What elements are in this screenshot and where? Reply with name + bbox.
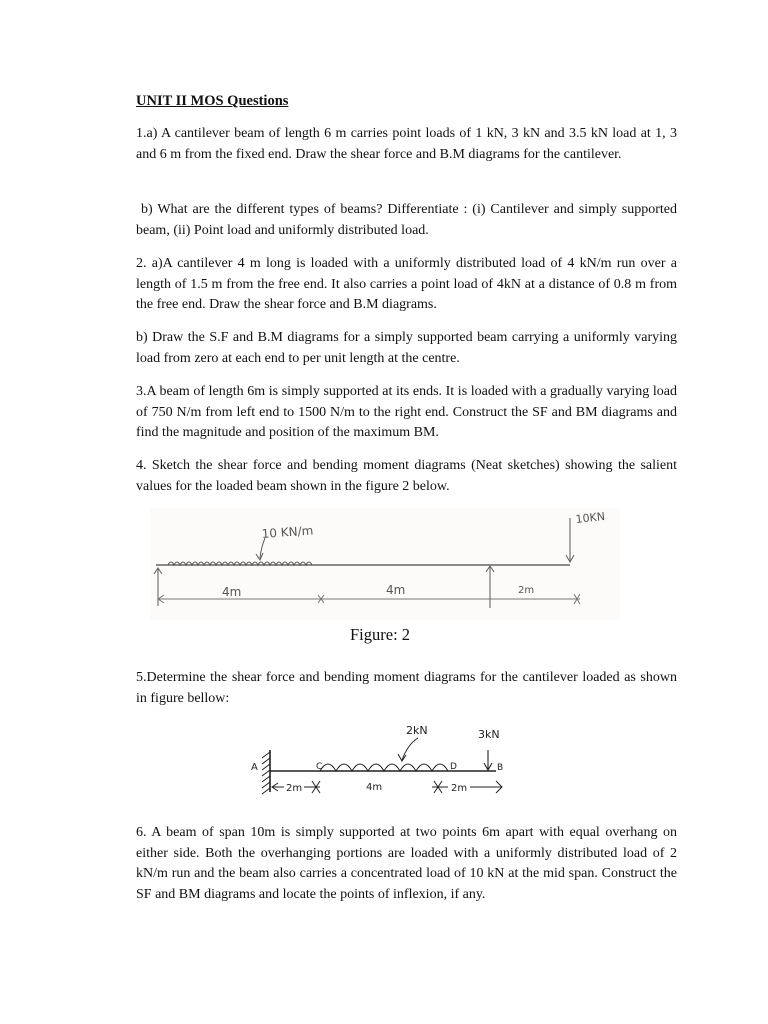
dim-3-label: 2m [451, 783, 468, 794]
span-3-label: 2m [518, 585, 535, 596]
figure-2-caption: Figure: 2 [350, 625, 411, 644]
point-d-label: D [450, 762, 457, 772]
udl-label: 10 KN/m [261, 523, 314, 541]
question-1b: b) What are the different types of beams? Differentiate : (i) Cantilever and simply supported beam, (ii) Point load and uniformly distributed load. [136, 202, 677, 238]
point-b-label: B [497, 763, 504, 773]
question-2a: 2. a)A cantilever 4 m long is loaded with a uniformly distributed load of 4 kN/m run over a length of 1.5 m from the free end. It also carries a point load of 4kN at a distance of 0.8 m from the free end. Draw the shear force and B.M diagrams. [136, 256, 677, 312]
question-6: 6. A beam of span 10m is simply supported at two points 6m apart with equal overhang on either side. Both the overhanging portions are loaded with a uniformly distributed load of 2 kN/m run and the beam also carries a concentrated load of 10 kN at the mid span. Construct the SF and BM diagrams and locate the points of inflexion, if any. [136, 825, 677, 902]
load-2kn-label: 2kN [406, 724, 428, 737]
question-5: 5.Determine the shear force and bending moment diagrams for the cantilever loaded as shown in figure bellow: [136, 670, 677, 706]
question-2b: b) Draw the S.F and B.M diagrams for a simply supported beam carrying a uniformly varying load from zero at each end to per unit length at the centre. [136, 330, 677, 366]
figure-2-beam-sketch [150, 508, 620, 620]
page-title: UNIT II MOS Questions [136, 93, 289, 109]
figure-2-background [150, 508, 620, 620]
question-4: 4. Sketch the shear force and bending moment diagrams (Neat sketches) showing the salient values for the loaded beam shown in the figure 2 below. [136, 458, 677, 494]
point-load-label: 10KN [574, 509, 606, 526]
question-1a: 1.a) A cantilever beam of length 6 m carries point loads of 1 kN, 3 kN and 3.5 kN load at 1, 3 and 6 m from the fixed end. Draw the shear force and B.M diagrams for the cantilever. [136, 126, 677, 162]
cantilever-udl [320, 764, 448, 771]
dim-2-label: 4m [366, 782, 383, 793]
span-1-label: 4m [222, 585, 242, 599]
span-2-label: 4m [386, 583, 406, 597]
point-a-label: A [251, 762, 258, 773]
figure-cantilever-sketch [248, 720, 520, 804]
wall-hatching [262, 752, 270, 794]
dim-1-label: 2m [286, 783, 303, 794]
point-c-label: C [316, 762, 323, 772]
question-3: 3.A beam of length 6m is simply supported at its ends. It is loaded with a gradually varying load of 750 N/m from left end to 1500 N/m to the right end. Construct the SF and BM diagrams and find the magnitude and position of the maximum BM. [136, 384, 677, 440]
load-3kn-label: 3kN [478, 728, 500, 741]
